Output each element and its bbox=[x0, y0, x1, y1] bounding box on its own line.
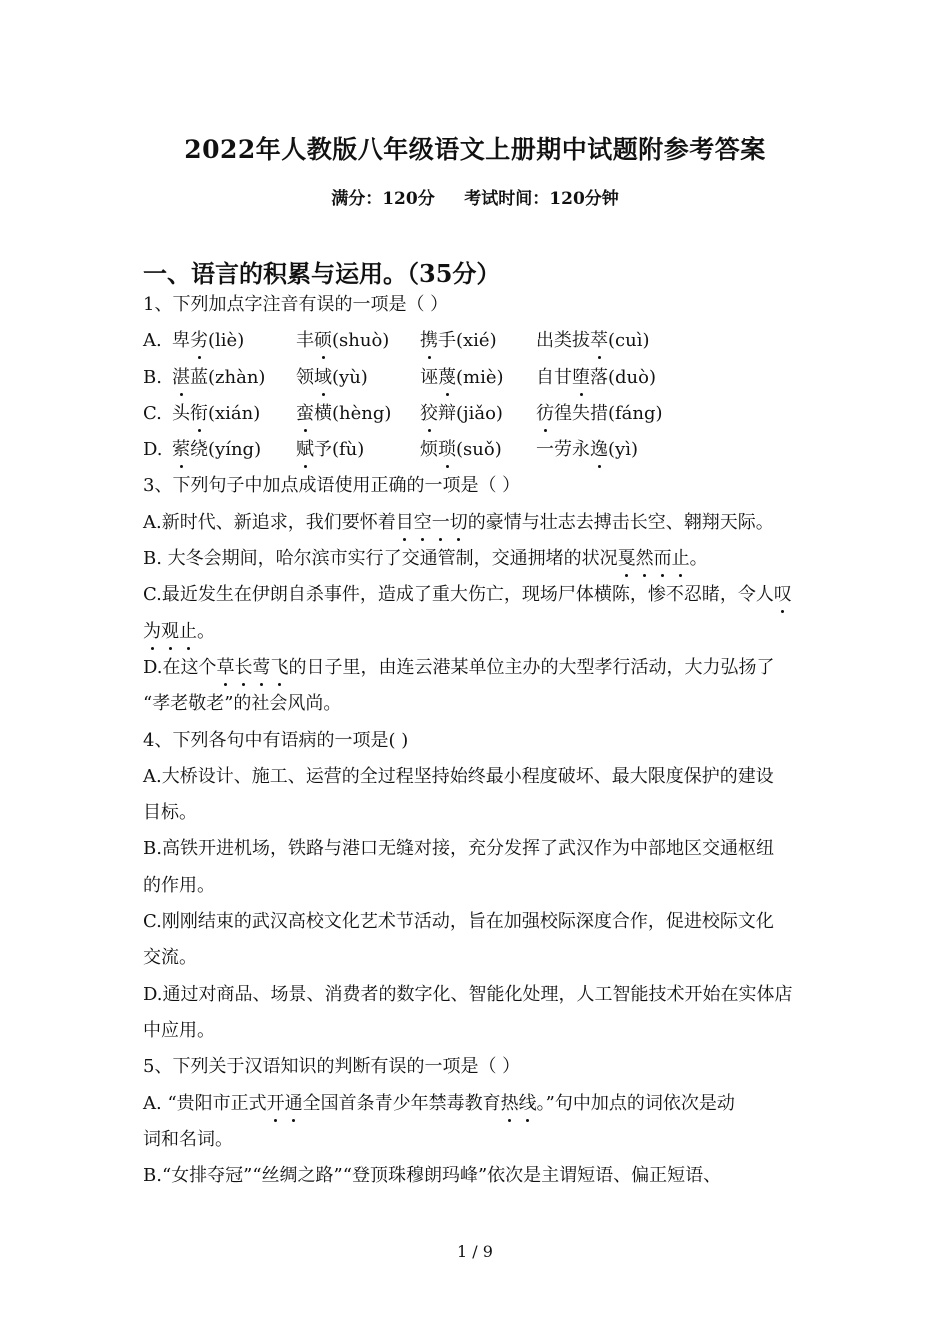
dotted-idiom bbox=[143, 621, 197, 642]
dotted-char: 赋 bbox=[296, 435, 314, 465]
dotted-char: 为 bbox=[143, 617, 161, 647]
section-heading: 一、语言的积累与运用。（35分） bbox=[143, 259, 501, 288]
question-1-option-c: C. 头衔(xián) 蛮横(hèng) 狡辩(jiǎo) 彷徨失措(fáng) bbox=[143, 399, 813, 435]
question-5-option-a: A. “贵阳市正式开通全国首条青少年禁毒教育热线。”句中加点的词依次是动 bbox=[143, 1089, 813, 1125]
dotted-char: 飞 bbox=[271, 653, 289, 683]
questions bbox=[143, 290, 813, 1197]
question-4-line: C.刚刚结束的武汉高校文化艺术节活动，旨在加强校际深度合作，促进校际文化 bbox=[143, 911, 774, 933]
question-3-option-b: B. 大冬会期间，哈尔滨市实行了交通管制，交通拥堵的状况戛然而止。 bbox=[143, 544, 813, 580]
dotted-char: 草 bbox=[217, 653, 235, 683]
document-title: 2022年人教版八年级语文上册期中试题附参考答案 bbox=[184, 135, 766, 164]
dotted-idiom bbox=[217, 657, 289, 678]
question-1-option-b: B. 湛蓝(zhàn) 领域(yù) 诬蔑(miè) 自甘堕落(duò) bbox=[143, 363, 813, 399]
question-3-stem: 3、下列句子中加点成语使用正确的一项是（ ） bbox=[143, 475, 521, 497]
dotted-char: 戛 bbox=[618, 544, 636, 574]
dotted-char: 目 bbox=[396, 508, 414, 538]
dotted-char: 湛 bbox=[172, 363, 190, 393]
dotted-char: 叹 bbox=[774, 580, 792, 610]
dotted-word bbox=[267, 1093, 303, 1114]
question-1-option-a: A. 卑劣(liè) 丰硕(shuò) 携手(xié) 出类拔萃(cuì) bbox=[143, 326, 813, 362]
question-3-option-a: A.新时代、新追求，我们要怀着目空一切的豪情与壮志去搏击长空、翱翔天际。 bbox=[143, 508, 813, 544]
dotted-char: 止 bbox=[179, 617, 197, 647]
question-4-line: 中应用。 bbox=[143, 1019, 215, 1041]
dotted-char: 观 bbox=[161, 617, 179, 647]
page-number: 1 / 9 bbox=[457, 1242, 493, 1261]
dotted-char: 切 bbox=[450, 508, 468, 538]
question-4-line: B.高铁开进机场，铁路与港口无缝对接，充分发挥了武汉作为中部地区交通枢纽 bbox=[143, 838, 774, 860]
dotted-char: 狡 bbox=[420, 399, 438, 429]
question-4-line: A.大桥设计、施工、运营的全过程坚持始终最小程度破坏、最大限度保护的建设 bbox=[143, 765, 774, 787]
question-3-option-c: C.最近发生在伊朗自杀事件，造成了重大伤亡，现场尸体横陈，惨不忍睹，令人叹 bbox=[143, 580, 813, 616]
exam-info: 满分：120分 考试时间：120分钟 bbox=[331, 189, 619, 209]
dotted-char: 硕 bbox=[314, 326, 332, 356]
question-4-line: 交流。 bbox=[143, 947, 197, 969]
dotted-char: 域 bbox=[314, 363, 332, 393]
question-3-option-c-cont: 为观止。 bbox=[143, 617, 813, 653]
question-4-line: 的作用。 bbox=[143, 874, 215, 896]
dotted-idiom bbox=[774, 584, 792, 605]
question-4-stem: 4、下列各句中有语病的一项是( ) bbox=[143, 729, 409, 751]
question-4-line: D.通过对商品、场景、消费者的数字化、智能化处理，人工智能技术开始在实体店 bbox=[143, 983, 793, 1005]
dotted-word bbox=[501, 1093, 537, 1114]
question-1-stem: 1、下列加点字注音有误的一项是（ ） bbox=[143, 294, 449, 315]
dotted-char: 一 bbox=[432, 508, 450, 538]
dotted-char: 彷 bbox=[536, 399, 554, 429]
question-5-option-a-cont: 词和名词。 bbox=[143, 1128, 233, 1150]
dotted-char: 长 bbox=[235, 653, 253, 683]
dotted-char: 堕 bbox=[572, 363, 590, 393]
question-3-option-d-cont: “孝老敬老”的社会风尚。 bbox=[143, 693, 342, 715]
dotted-idiom bbox=[618, 548, 690, 569]
dotted-char: 通 bbox=[285, 1089, 303, 1119]
dotted-char: 莺 bbox=[253, 653, 271, 683]
dotted-char: 而 bbox=[654, 544, 672, 574]
dotted-char: 蛮 bbox=[296, 399, 314, 429]
dotted-char: 萦 bbox=[172, 435, 190, 465]
dotted-char: 琐 bbox=[438, 435, 456, 465]
dotted-char: 空 bbox=[414, 508, 432, 538]
question-5-option-b: B.“女排夺冠”“丝绸之路”“登顶珠穆朗玛峰”依次是主谓短语、偏正短语、 bbox=[143, 1165, 722, 1187]
dotted-char: 止 bbox=[672, 544, 690, 574]
dotted-char: 逸 bbox=[590, 435, 608, 465]
dotted-char: 萃 bbox=[590, 326, 608, 356]
dotted-char: 衔 bbox=[190, 399, 208, 429]
dotted-char: 劣 bbox=[190, 326, 208, 356]
question-5-stem: 5、下列关于汉语知识的判断有误的一项是（ ） bbox=[143, 1056, 521, 1078]
dotted-char: 线 bbox=[519, 1089, 537, 1119]
dotted-char: 然 bbox=[636, 544, 654, 574]
dotted-idiom bbox=[396, 512, 468, 533]
dotted-char: 热 bbox=[501, 1089, 519, 1119]
question-1-option-d: D. 萦绕(yíng) 赋予(fù) 烦琐(suǒ) 一劳永逸(yì) bbox=[143, 435, 813, 471]
dotted-char: 携 bbox=[420, 326, 438, 356]
question-3-option-d: D.在这个草长莺飞的日子里，由连云港某单位主办的大型孝行活动，大力弘扬了 bbox=[143, 653, 813, 689]
dotted-char: 开 bbox=[267, 1089, 285, 1119]
dotted-char: 蔑 bbox=[438, 363, 456, 393]
question-4-line: 目标。 bbox=[143, 802, 197, 824]
